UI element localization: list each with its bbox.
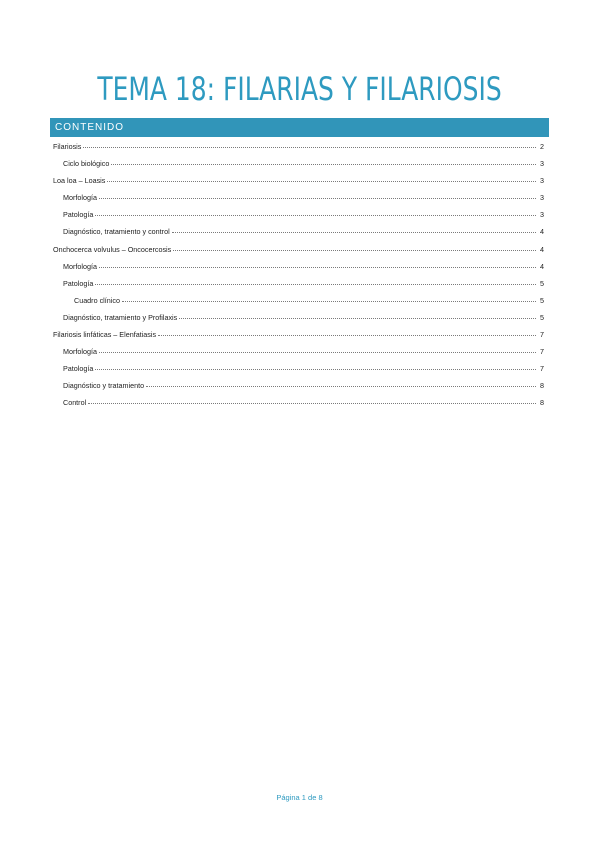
toc-leader-dots	[179, 318, 536, 319]
toc-entry[interactable]	[53, 142, 544, 159]
toc-entry-title: Control	[63, 398, 87, 408]
document-title: TEMA 18: FILARIAS Y FILARIOSIS	[97, 70, 502, 108]
toc-entry-page: 8	[540, 398, 544, 408]
toc-leader-dots	[99, 198, 536, 199]
toc-entry[interactable]	[53, 227, 544, 244]
toc-entry-title: Patología	[63, 210, 94, 220]
toc-entry-title: Morfología	[63, 193, 97, 203]
toc-entry[interactable]	[53, 296, 544, 313]
toc-entry[interactable]	[53, 159, 544, 176]
toc-entry[interactable]	[53, 176, 544, 193]
toc-entry-page: 4	[540, 227, 544, 237]
toc-entry-title: Filariosis	[53, 142, 82, 151]
toc-entry-page: 7	[540, 347, 544, 357]
page-footer: Página 1 de 8	[276, 793, 323, 802]
toc-entry[interactable]	[53, 210, 544, 227]
toc-entry[interactable]	[53, 193, 544, 210]
toc-entry-page: 3	[540, 193, 544, 203]
toc-leader-dots	[88, 403, 536, 404]
toc-entry-title: Ciclo biológico	[63, 159, 110, 169]
toc-entry-title: Cuadro clínico	[74, 295, 120, 305]
toc-entry-page: 5	[540, 312, 544, 322]
toc-entry-page: 2	[540, 142, 544, 151]
toc-entry-page: 7	[540, 330, 544, 340]
toc-entry-title: Morfología	[63, 347, 97, 357]
toc-leader-dots	[172, 232, 536, 233]
toc-leader-dots	[95, 284, 536, 285]
toc-entry[interactable]	[53, 330, 544, 347]
table-of-contents	[53, 142, 544, 416]
toc-entry-page: 4	[540, 244, 544, 254]
toc-entry-page: 7	[540, 364, 544, 374]
toc-entry[interactable]	[53, 381, 544, 398]
toc-entry-title: Onchocerca volvulus – Oncocercosis	[53, 244, 172, 254]
toc-entry-title: Loa loa – Loasis	[53, 176, 106, 186]
toc-leader-dots	[107, 181, 536, 182]
toc-entry-page: 3	[540, 159, 544, 169]
toc-entry-title: Patología	[63, 364, 94, 374]
toc-entry[interactable]	[53, 262, 544, 279]
toc-leader-dots	[99, 267, 536, 268]
toc-leader-dots	[95, 215, 536, 216]
toc-entry-page: 4	[540, 261, 544, 271]
toc-leader-dots	[99, 352, 536, 353]
toc-entry-title: Diagnóstico, tratamiento y Profilaxis	[63, 312, 178, 322]
toc-entry[interactable]	[53, 347, 544, 364]
toc-entry-page: 3	[540, 210, 544, 220]
toc-entry-title: Filariosis linfáticas – Elenfatiasis	[53, 330, 157, 340]
toc-entry[interactable]	[53, 279, 544, 296]
toc-entry-title: Patología	[63, 278, 94, 288]
toc-leader-dots	[173, 250, 536, 251]
toc-entry-title: Diagnóstico y tratamiento	[63, 381, 145, 391]
toc-entry-page: 5	[540, 278, 544, 288]
toc-entry-title: Diagnóstico, tratamiento y control	[63, 227, 170, 237]
toc-entry-page: 8	[540, 381, 544, 391]
toc-leader-dots	[146, 386, 536, 387]
toc-leader-dots	[122, 301, 536, 302]
toc-entry-title: Morfología	[63, 261, 97, 271]
toc-entry[interactable]	[53, 364, 544, 381]
toc-entry[interactable]	[53, 398, 544, 415]
toc-entry[interactable]	[53, 313, 544, 330]
toc-entry-page: 3	[540, 176, 544, 186]
toc-leader-dots	[111, 164, 536, 165]
toc-heading: CONTENIDO	[50, 118, 549, 137]
toc-entry[interactable]	[53, 245, 544, 262]
toc-leader-dots	[95, 369, 536, 370]
toc-entry-page: 5	[540, 295, 544, 305]
toc-leader-dots	[158, 335, 536, 336]
toc-leader-dots	[83, 147, 536, 148]
